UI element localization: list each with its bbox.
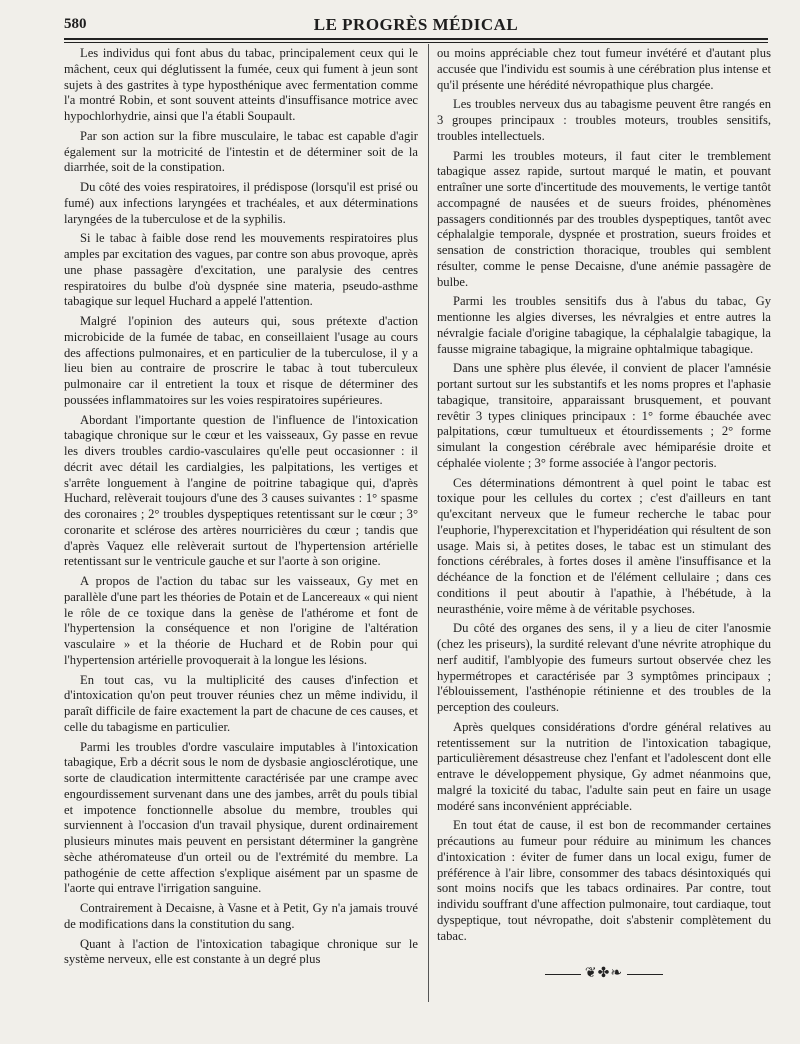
paragraph: ou moins appréciable chez tout fumeur invétéré et d'autant plus accusée que l'individu est soumis à une cérébration plus intense et qu'il présente une hérédité névropathique plus chargée. xyxy=(437,46,771,92)
right-column xyxy=(437,46,771,982)
ornament-rule xyxy=(545,974,581,975)
section-end-ornament xyxy=(437,966,771,982)
paragraph: Après quelques considérations d'ordre général relatives au retentissement sur la nutrition de l'intoxication tabagique, particulièrement désastreuse chez l'enfant et l'adolescent dont elle entrave le développement physique, Gy admet néanmoins que, malgré la toxicité du tabac, l'adulte sain peut en faire un usage modéré sans inconvénient appréciable. xyxy=(437,719,771,813)
left-column xyxy=(64,46,418,972)
fleuron-icon: ❦✤❧ xyxy=(584,966,624,982)
ornament-rule xyxy=(627,974,663,975)
paragraph: A propos de l'action du tabac sur les vaisseaux, Gy met en parallèle d'une part les théories de Potain et de Lancereaux « qui nient le rôle de ce toxique dans la genèse de l'athérome et font de l'hypertension la conséquence et non l'origine de l'altération vasculaire » et la théorie de Huchard et de Robin pour qui l'hypertension artérielle provoquerait à la longue les lésions. xyxy=(64,574,418,667)
paragraph: Par son action sur la fibre musculaire, le tabac est capable d'agir également sur la motricité de l'intestin et de déterminer soit de la diarrhée, soit de la constipation. xyxy=(64,128,418,175)
header-rule xyxy=(64,38,768,43)
paragraph: Parmi les troubles d'ordre vasculaire imputables à l'intoxication tabagique, Erb a décrit sous le nom de dysbasie angiosclérotique, une sorte de claudication intermittente caractérisée par une crampe avec engourdissement survenant dans une des jambes, arrêt du pouls tibial et impotence fonctionnelle absolue du membre, troubles qui surviennent à l'occasion d'un travail physique, durent ordinairement plusieurs minutes mais peuvent en persistant déterminer la gangrène sèche athéromateuse d'un orteil ou de l'extrémité du membre. La pathogénie de cette affection s'explique aisément par un spasme de l'aorte qui entrave l'irrigation sanguine. xyxy=(64,739,418,896)
page-header xyxy=(64,14,768,38)
paragraph: Du côté des organes des sens, il y a lieu de citer l'anosmie (chez les priseurs), la surdité relevant d'une névrite atrophique du nerf auditif, l'amblyopie des fumeurs surtout observée chez les hypermétropes et caractérisée par 3 symptômes principaux ; l'éblouissement, l'asthénopie rétinienne et des troubles de la perception des couleurs. xyxy=(437,621,771,714)
paragraph: Contrairement à Decaisne, à Vasne et à Petit, Gy n'a jamais trouvé de modifications dans la constitution du sang. xyxy=(64,901,418,931)
paragraph: En tout état de cause, il est bon de recommander certaines précautions au fumeur pour réduire au minimum les chances d'intoxication : éviter de fumer dans un local exigu, fumer de préférence à l'air libre, consommer des tabacs désintoxiqués qui sont moins nocifs que les tabacs ordinaires. Par contre, tout individu souffrant d'une affection pulmonaire, tout cardiaque, tout dyspeptique, tout névropathe, doit s'abstenir complètement du tabac. xyxy=(437,818,771,943)
paragraph: En tout cas, vu la multiplicité des causes d'infection et d'intoxication qu'on peut trouver réunies chez un même individu, il paraît difficile de faire exactement la part de chacune de ces causes, et celle du tabagisme en particulier. xyxy=(64,672,418,734)
paragraph: Parmi les troubles moteurs, il faut citer le tremblement tabagique assez rapide, surtout marqué le matin, et pouvant entraîner une sorte d'incertitude des mouvements, le vertige tantôt accompagné de nausées et de sueurs froides, phénomènes passagers conditionnés par des troubles dyspeptiques, tantôt avec céphalalgie temporale, dyspnée et prostration, sueurs froides et sensation de constriction thoracique, troubles qui semblent résulter, comme le pense Decaisne, d'une anémie passagère de bulbe. xyxy=(437,148,771,289)
running-title: LE PROGRÈS MÉDICAL xyxy=(313,15,519,34)
paragraph: Ces déterminations démontrent à quel point le tabac est toxique pour les cellules du cortex ; c'est d'ailleurs en tant qu'excitant nerveux que le fumeur recherche le tabac pour l'euphorie, l'hyperexcitation et l'hyperidéation qui résultent de son usage. Mais si, à petites doses, le tabac est un stimulant des fonctions cérébrales, à fortes doses il amène l'insuffisance et la déchéance de la fonction et de l'élément cellulaire ; dans ces conditions il peut aboutir à l'apathie, à l'hébétude, à la neurasthénie, voire même à de véritable psychoses. xyxy=(437,475,771,616)
paragraph: Si le tabac à faible dose rend les mouvements respiratoires plus amples par excitation des vagues, par contre son abus provoque, après une phase passagère d'excitation, une paralysie des centres respiratoires du bulbe d'où dyspnée sine materia, pseudo-asthme tabagique sur lequel Huchard a appelé l'attention. xyxy=(64,231,418,309)
paragraph: Du côté des voies respiratoires, il prédispose (lorsqu'il est prisé ou fumé) aux infections laryngées et trachéales, et aux déterminations laryngées de la tuberculose et de la syphilis. xyxy=(64,180,418,226)
paragraph: Abordant l'importante question de l'influence de l'intoxication tabagique chronique sur le cœur et les vaisseaux, Gy passe en revue les divers troubles cardio-vasculaires qu'elle peut occasionner : il décrit avec détail les cardialgies, les palpitations, les vertiges et s'arrête longuement à l'angine de poitrine tabagique qui, d'après Huchard, relèverait toujours d'une des 3 causes suivantes : 1° spasme des coronaires ; 2° troubles dyspeptiques retentissant sur le cœur ; 3° coronarite et sclérose des artères nourricières du cœur ; tandis que d'après Vaquez elle relèverait surtout de l'hypertension artérielle retentissant sur le ventricule gauche et sur l'aorte à son origine. xyxy=(64,412,418,569)
paragraph: Dans une sphère plus élevée, il convient de placer l'amnésie portant surtout sur les substantifs et les noms propres et l'aphasie tabagique, transitoire, apparaissant brusquement, et pouvant revêtir 3 types cliniques principaux : 1° forme ébauchée avec palpitations, cœur tumultueux et étourdissements ; 2° forme simulant la congestion cérébrale avec hémiparésie droite et céphalée violente ; 3° forme associée à l'angor pectoris. xyxy=(437,361,771,470)
paragraph: Les troubles nerveux dus au tabagisme peuvent être rangés en 3 groupes principaux : troubles moteurs, troubles sensitifs, troubles intellectuels. xyxy=(437,97,771,143)
paragraph: Parmi les troubles sensitifs dus à l'abus du tabac, Gy mentionne les algies diverses, les névralgies et entre autres la névralgie faciale d'origine tabagique, la céphalalgie tabagique, la fausse migraine tabagique, la migraine ophtalmique tabagique. xyxy=(437,294,771,356)
column-divider xyxy=(428,44,429,1002)
paragraph: Quant à l'action de l'intoxication tabagique chronique sur le système nerveux, elle est constante à un degré plus xyxy=(64,936,418,967)
paragraph: Malgré l'opinion des auteurs qui, sous prétexte d'action microbicide de la fumée de tabac, en conseillaient l'usage au cours des affections pulmonaires, et en particulier de la tuberculose, il y a lieu bien au contraire de proscrire le tabac à tout tuberculeux pulmonaire car il entretient la toux et risque de déterminer des poussées inflammatoires sur les voies respiratoires supérieures. xyxy=(64,314,418,407)
paragraph: Les individus qui font abus du tabac, principalement ceux qui le mâchent, ceux qui déglutissent la fumée, ceux qui fument à jeun sont sujets à des gastrites à type hyposthénique avec fermentation comme l'a montré Robin, et sont souvent atteints d'insuffisance motrice avec hypochlorhydrie, ainsi que l'a établi Soupault. xyxy=(64,46,418,123)
page-number: 580 xyxy=(64,16,87,32)
